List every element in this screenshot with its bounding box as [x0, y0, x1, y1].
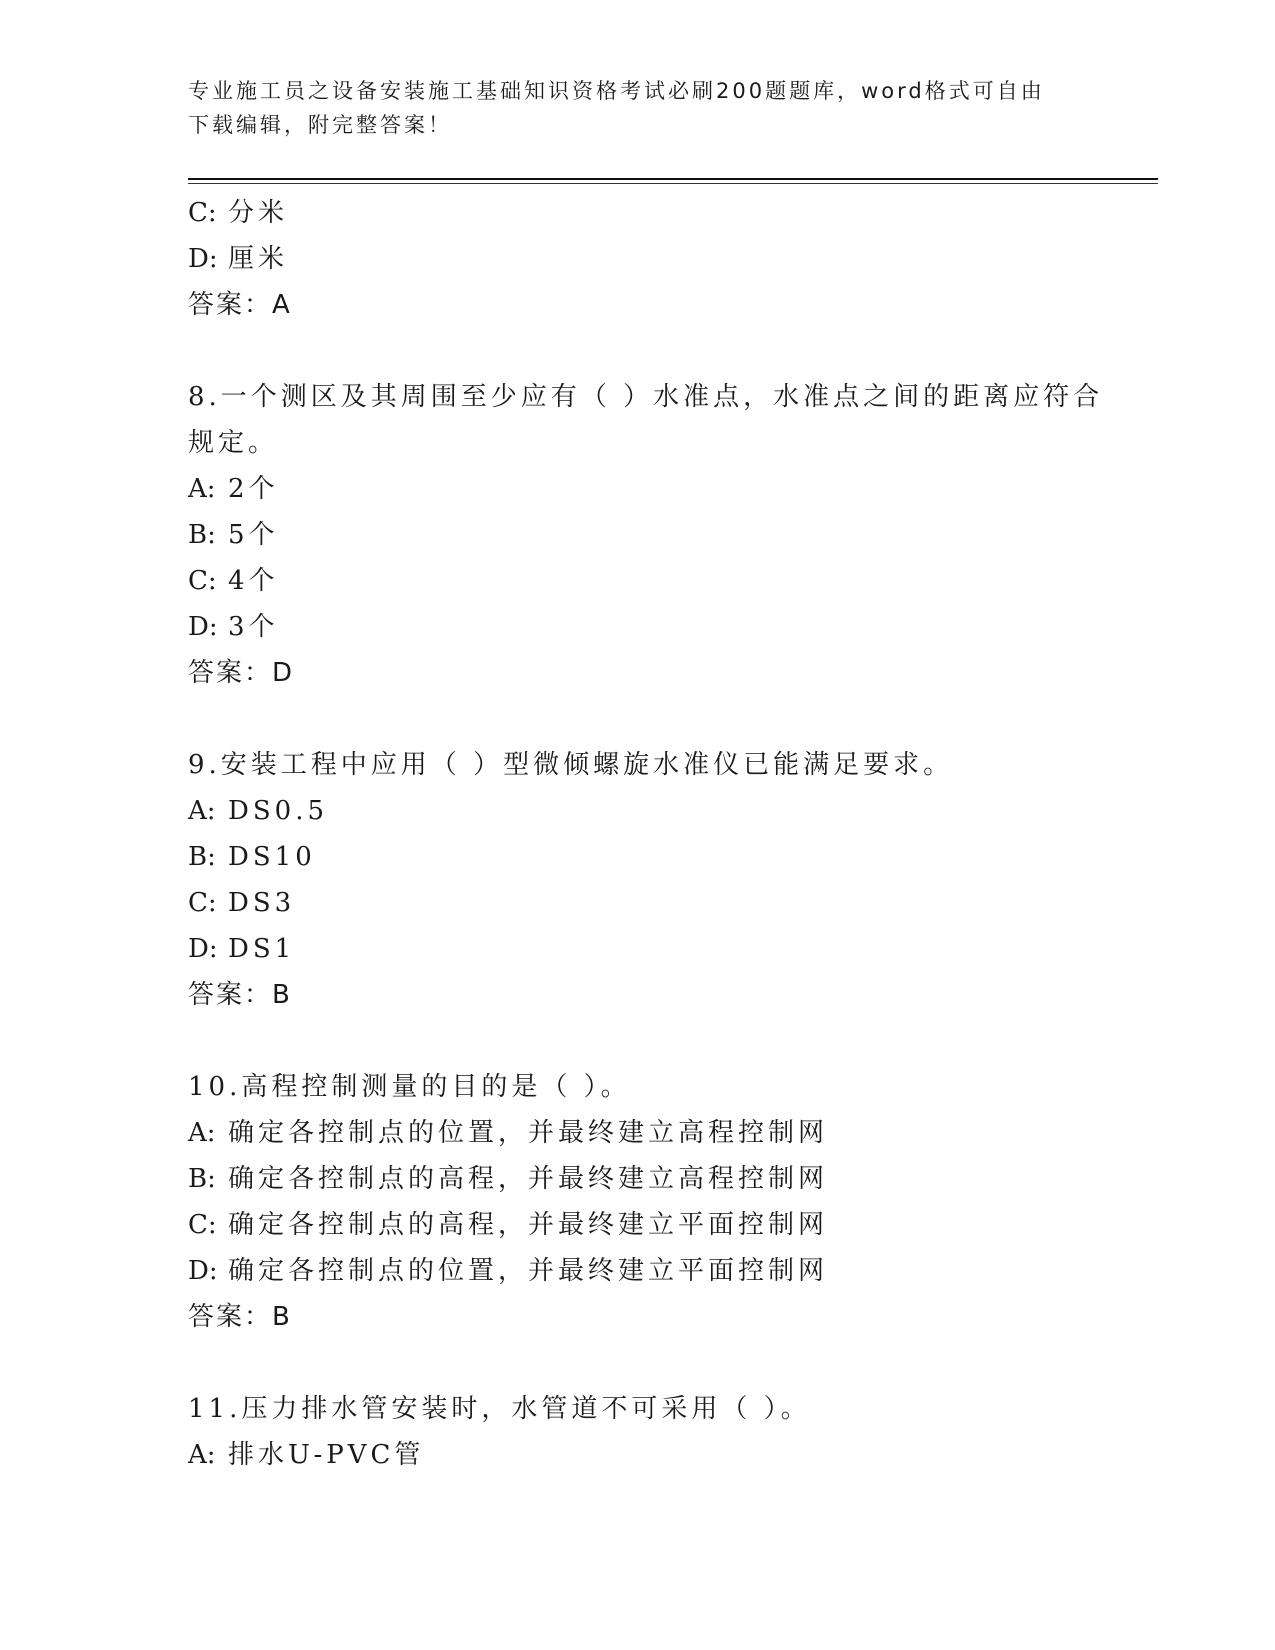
option-c — [188, 880, 1108, 926]
header-divider-thin — [188, 183, 1158, 184]
option-letter: A: — [188, 1440, 216, 1470]
option-text: 确定各控制点的高程，并最终建立高程控制网 — [228, 1164, 829, 1194]
option-a — [188, 1110, 1108, 1156]
option-text: 4个 — [228, 566, 279, 596]
option-text: DS0.5 — [228, 796, 329, 826]
option-letter: B: — [188, 520, 216, 550]
option-text: 3个 — [228, 612, 279, 642]
option-letter: D: — [188, 612, 218, 642]
document-header: 专业施工员之设备安装施工基础知识资格考试必刷200题题库，word格式可自由下载编辑，附完整答案！ — [188, 79, 1045, 137]
option-text: DS10 — [228, 842, 316, 872]
option-b — [188, 834, 1108, 880]
option-text: 排水U-PVC管 — [228, 1440, 425, 1470]
option-letter: A: — [188, 796, 216, 826]
option-text: 5个 — [228, 520, 279, 550]
question-block-continued — [188, 190, 1108, 328]
option-b — [188, 512, 1108, 558]
option-letter: C: — [188, 198, 217, 228]
answer-line: 答案：B — [188, 1302, 292, 1332]
spacer — [188, 1018, 1108, 1064]
option-letter: D: — [188, 934, 218, 964]
option-a — [188, 1432, 1108, 1478]
option-text: 2个 — [228, 474, 279, 504]
question-text: 10.高程控制测量的目的是（ ）。 — [188, 1072, 631, 1102]
option-text: 确定各控制点的位置，并最终建立高程控制网 — [228, 1118, 829, 1148]
option-text: 确定各控制点的高程，并最终建立平面控制网 — [228, 1210, 829, 1240]
option-text: DS1 — [228, 934, 296, 964]
spacer — [188, 328, 1108, 374]
option-letter: B: — [188, 842, 216, 872]
option-letter: C: — [188, 566, 217, 596]
option-c — [188, 558, 1108, 604]
question-text: 8.一个测区及其周围至少应有（ ）水准点，水准点之间的距离应符合规定。 — [188, 382, 1104, 458]
option-text: 厘米 — [228, 244, 289, 274]
option-c — [188, 1202, 1108, 1248]
option-d — [188, 1248, 1108, 1294]
answer-line: 答案：D — [188, 658, 295, 688]
option-letter: C: — [188, 888, 217, 918]
option-letter: B: — [188, 1164, 216, 1194]
question-block-11 — [188, 1386, 1108, 1478]
answer-line: 答案：B — [188, 980, 292, 1010]
question-text: 9.安装工程中应用（ ）型微倾螺旋水准仪已能满足要求。 — [188, 750, 954, 780]
option-c — [188, 190, 1108, 236]
header-divider — [188, 178, 1158, 180]
option-d — [188, 236, 1108, 282]
option-text: 分米 — [228, 198, 289, 228]
option-d — [188, 604, 1108, 650]
question-text: 11.压力排水管安装时，水管道不可采用（ ）。 — [188, 1394, 811, 1424]
option-letter: D: — [188, 1256, 218, 1286]
option-letter: D: — [188, 244, 218, 274]
option-d — [188, 926, 1108, 972]
option-a — [188, 466, 1108, 512]
question-list — [188, 190, 1108, 1478]
option-letter: A: — [188, 474, 216, 504]
option-letter: A: — [188, 1118, 216, 1148]
option-text: 确定各控制点的位置，并最终建立平面控制网 — [228, 1256, 829, 1286]
question-block-10 — [188, 1064, 1108, 1340]
question-block-9 — [188, 742, 1108, 1018]
option-b — [188, 1156, 1108, 1202]
spacer — [188, 1340, 1108, 1386]
option-text: DS3 — [228, 888, 296, 918]
question-block-8 — [188, 374, 1108, 696]
option-a — [188, 788, 1108, 834]
option-letter: C: — [188, 1210, 217, 1240]
spacer — [188, 696, 1108, 742]
answer-line: 答案：A — [188, 290, 292, 320]
